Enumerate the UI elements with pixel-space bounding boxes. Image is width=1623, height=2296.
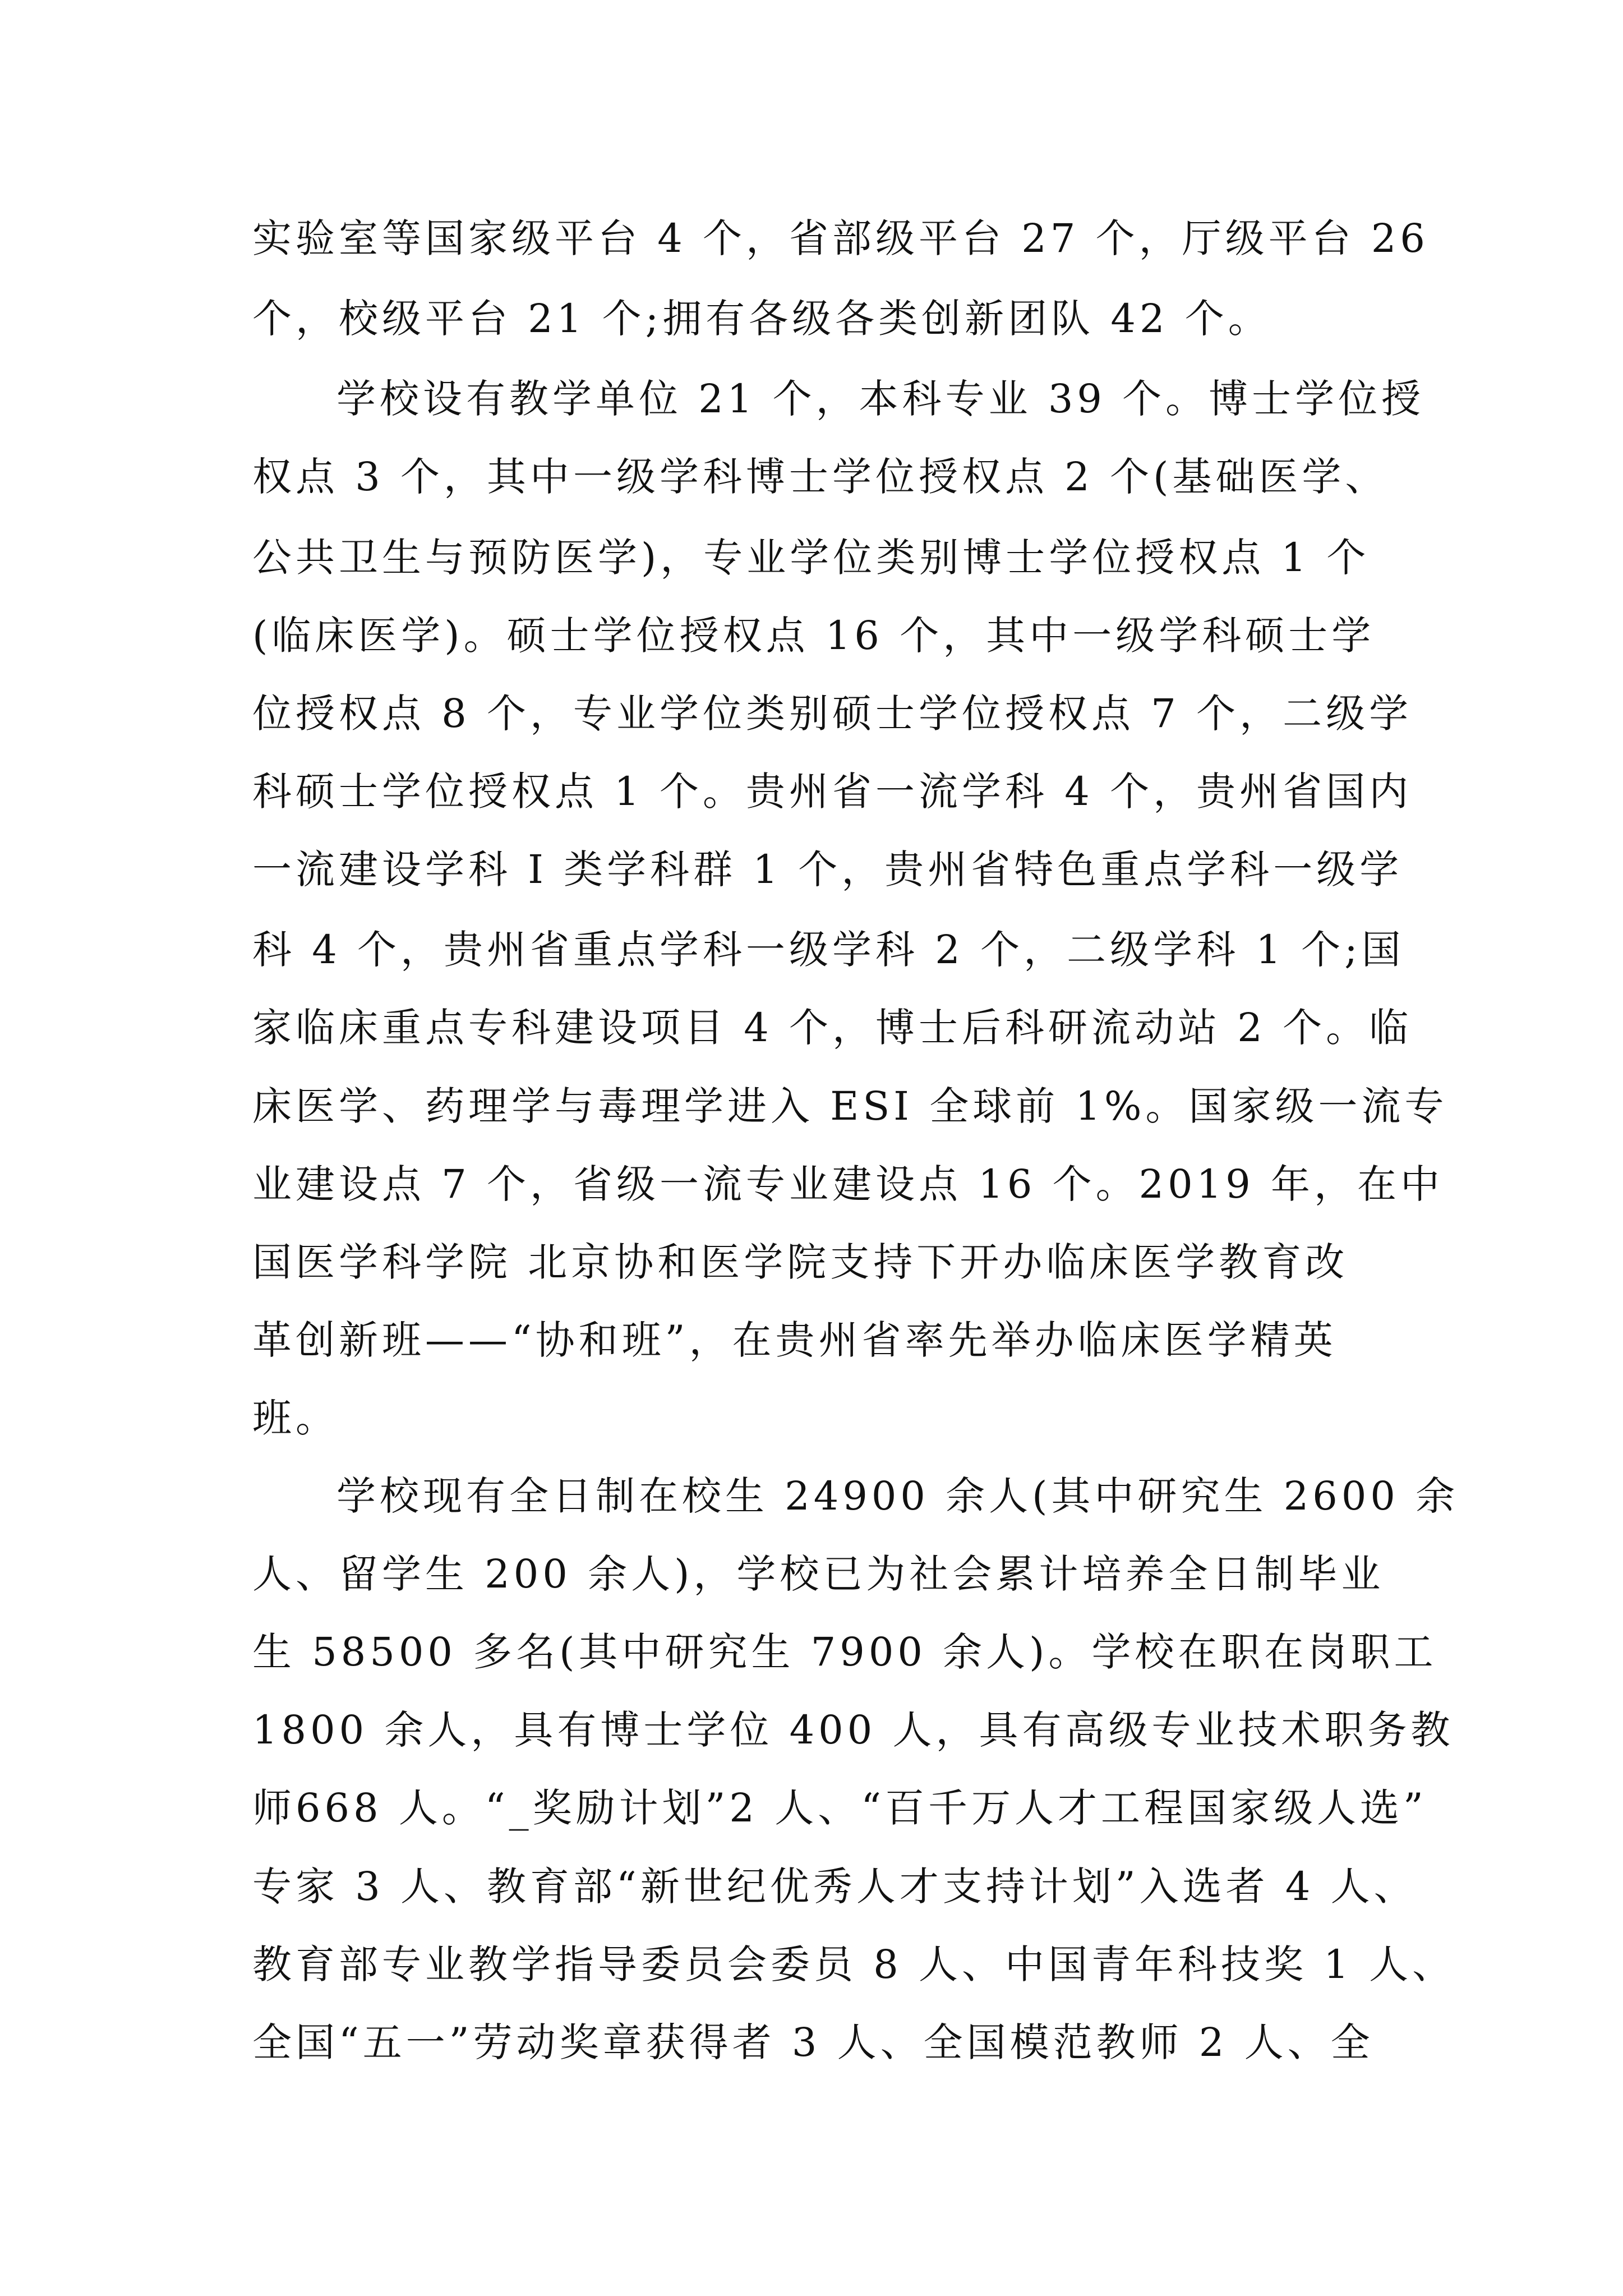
text-line-16: 班。	[252, 1395, 339, 1441]
text-line-24: 全国“五一”劳动奖章获得者 3 人、全国模范教师 2 人、全	[252, 2019, 1374, 2065]
text-line-20: 1800 余人，具有博士学位 400 人，具有高级专业技术职务教	[252, 1707, 1454, 1753]
text-line-15: 革创新班——“协和班”，在贵州省率先举办临床医学精英	[252, 1317, 1337, 1363]
text-line-12: 床医学、药理学与毒理学进入 ESI 全球前 1%。国家级一流专	[252, 1083, 1448, 1129]
text-line-22: 专家 3 人、教育部“新世纪优秀人才支持计划”入选者 4 人、	[252, 1864, 1417, 1910]
text-line-8: 科硕士学位授权点 1 个。贵州省一流学科 4 个，贵州省国内	[252, 769, 1413, 815]
text-line-21: 师668 人。“_奖励计划”2 人、“百千万人才工程国家级人选”	[252, 1785, 1427, 1831]
text-line-4: 权点 3 个，其中一级学科博士学位授权点 2 个(基础医学、	[252, 454, 1389, 500]
text-line-2: 个，校级平台 21 个;拥有各级各类创新团队 42 个。	[252, 296, 1271, 342]
text-line-14: 国医学科学院 北京协和医学院支持下开办临床医学教育改	[252, 1239, 1349, 1285]
text-line-11: 家临床重点专科建设项目 4 个，博士后科研流动站 2 个。临	[252, 1005, 1413, 1051]
text-line-23: 教育部专业教学指导委员会委员 8 人、中国青年科技奖 1 人、	[252, 1941, 1456, 1987]
text-line-13: 业建设点 7 个，省级一流专业建设点 16 个。2019 年，在中	[252, 1161, 1444, 1207]
text-line-7: 位授权点 8 个，专业学位类别硕士学位授权点 7 个，二级学	[252, 691, 1413, 737]
text-line-17: 学校现有全日制在校生 24900 余人(其中研究生 2600 余	[336, 1473, 1459, 1519]
text-line-19: 生 58500 多名(其中研究生 7900 余人)。学校在职在岗职工	[252, 1629, 1437, 1675]
text-line-10: 科 4 个，贵州省重点学科一级学科 2 个，二级学科 1 个;国	[252, 927, 1405, 973]
text-line-9: 一流建设学科 I 类学科群 1 个，贵州省特色重点学科一级学	[252, 846, 1403, 892]
text-line-1: 实验室等国家级平台 4 个，省部级平台 27 个，厅级平台 26	[252, 215, 1429, 261]
text-line-3: 学校设有教学单位 21 个，本科专业 39 个。博士学位授	[336, 376, 1425, 422]
text-line-5: 公共卫生与预防医学)，专业学位类别博士学位授权点 1 个	[252, 535, 1370, 581]
text-line-18: 人、留学生 200 余人)，学校已为社会累计培养全日制毕业	[252, 1551, 1385, 1597]
text-line-6: (临床医学)。硕士学位授权点 16 个，其中一级学科硕士学	[252, 613, 1375, 659]
